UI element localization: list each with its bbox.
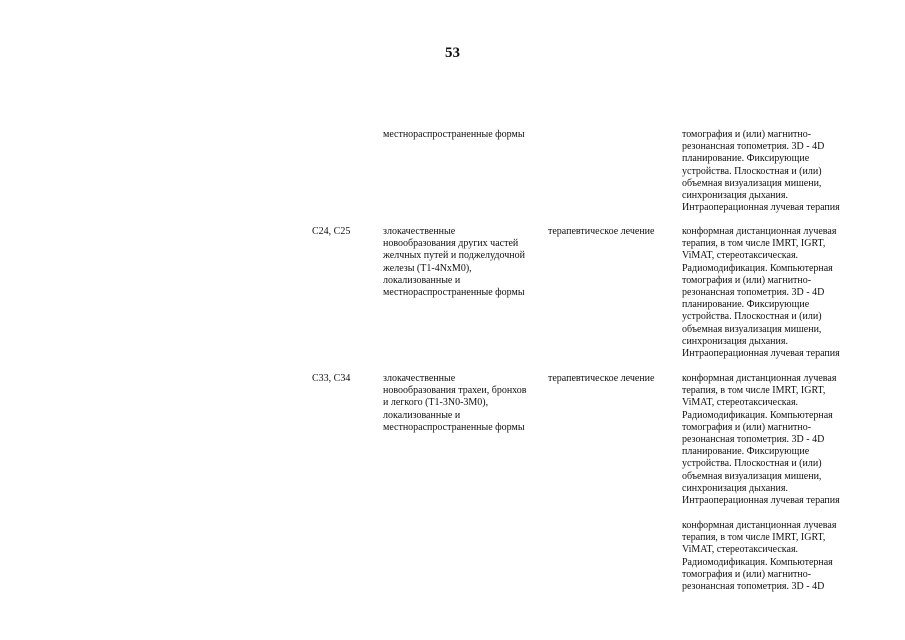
row-method: конформная дистанционная лучевая терапия, в том числе IMRT, IGRT, ViMAT, стереотаксическая. Радиомодификация. Компьютерная томография и (или) магнитно- резонансная топометрия. 3D - 4D планирование. Фиксирующие устройства. Плоскостная и (или) объемная визуализация мишени, синхронизация дыхания. Интраоперационная лучевая терапия [682, 373, 840, 507]
row-diagnosis: местнораспространенные формы [383, 129, 525, 140]
row-diagnosis: злокачественные новообразования других частей желчных путей и поджелудочной железы (T1-4NxM0), локализованные и местнораспространенные формы [383, 226, 525, 299]
row-method: конформная дистанционная лучевая терапия, в том числе IMRT, IGRT, ViMAT, стереотаксическая. Радиомодификация. Компьютерная томография и (или) магнитно- резонансная топометрия. 3D - 4D [682, 520, 837, 593]
page-number: 53 [445, 45, 460, 61]
row-treatment: терапевтическое лечение [548, 373, 655, 384]
row-code: C33, C34 [312, 373, 351, 384]
row-diagnosis: злокачественные новообразования трахеи, бронхов и легкого (T1-3N0-3M0), локализованные и местнораспространенные формы [383, 373, 527, 433]
row-method: томография и (или) магнитно- резонансная топометрия. 3D - 4D планирование. Фиксирующие устройства. Плоскостная и (или) объемная визуализация мишени, синхронизация дыхания. Интраоперационная лучевая терапия [682, 129, 840, 214]
row-treatment: терапевтическое лечение [548, 226, 655, 237]
row-method: конформная дистанционная лучевая терапия, в том числе IMRT, IGRT, ViMAT, стереотаксическая. Радиомодификация. Компьютерная томография и (или) магнитно- резонансная топометрия. 3D - 4D планирование. Фиксирующие устройства. Плоскостная и (или) объемная визуализация мишени, синхронизация дыхания. Интраоперационная лучевая терапия [682, 226, 840, 360]
row-code: C24, C25 [312, 226, 351, 237]
